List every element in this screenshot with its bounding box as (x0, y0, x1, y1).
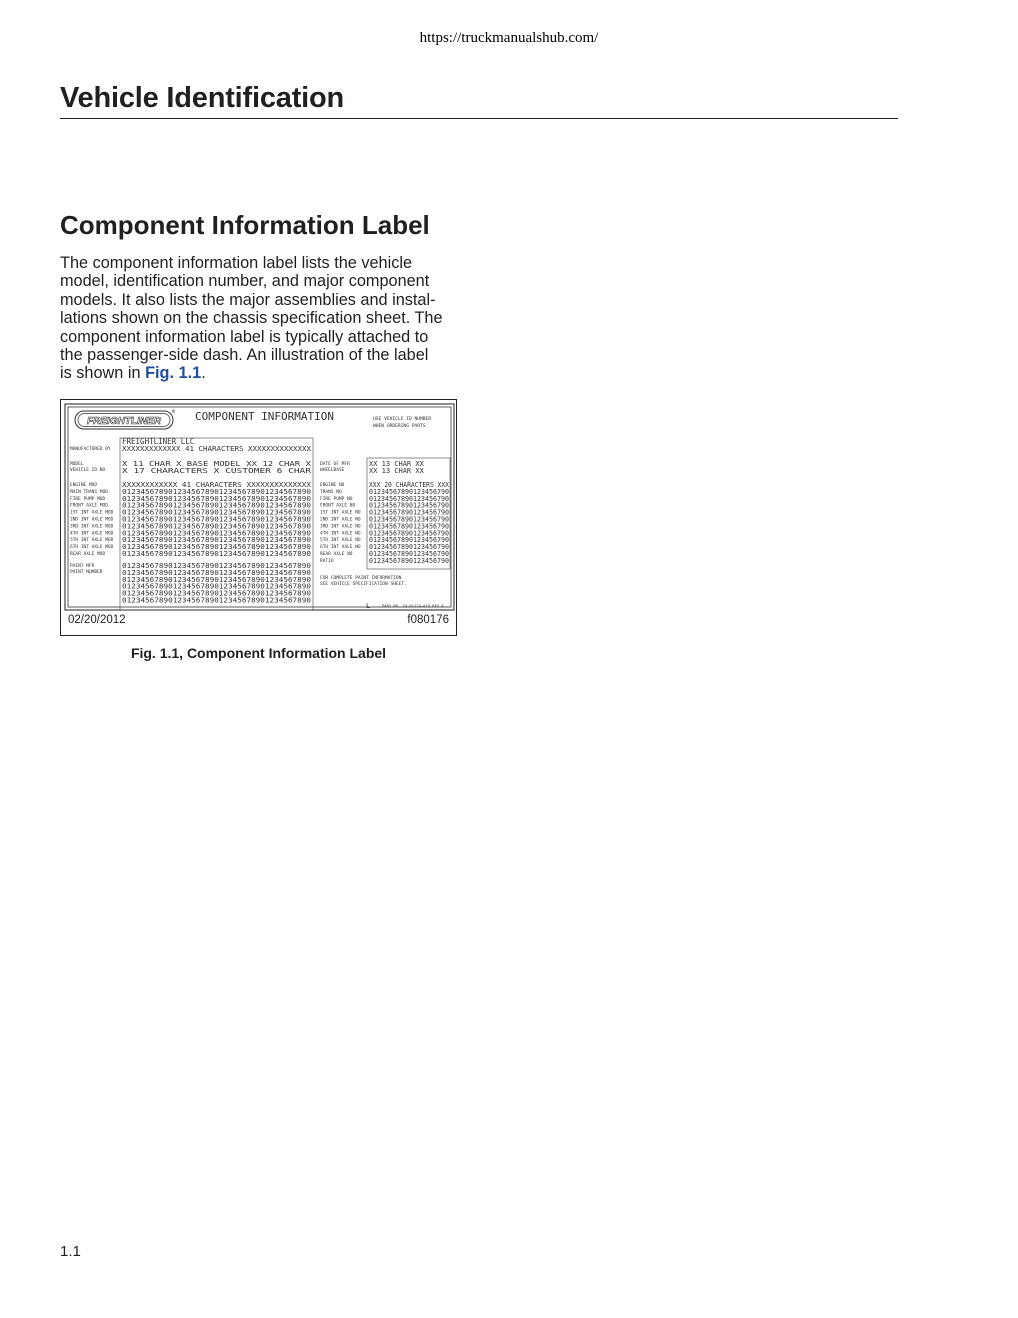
left-row-value: 01234567890123456789012345678901234567890 (122, 515, 311, 524)
registered-mark: ® (172, 409, 176, 415)
right-row-value: 01234567890123456790 (369, 556, 449, 565)
right-row-value: 01234567890123456790 (369, 550, 449, 558)
label-note-line-1: USE VEHICLE ID NUMBER (373, 417, 432, 422)
left-row-value: 01234567890123456789012345678901234567890 (122, 501, 311, 510)
date-of-mfr-label: DATE OF MFR (320, 462, 350, 467)
chapter-header (60, 82, 898, 119)
right-row-label: 2ND INT AXLE NO (320, 517, 361, 523)
right-row-label: 5TH INT AXLE NO (320, 538, 361, 544)
paint-row-value: 01234567890123456789012345678901234567890 (122, 582, 311, 591)
right-row-value: 01234567890123456790 (369, 501, 449, 510)
paragraph-line: models. It also lists the major assemblies and instal- (60, 290, 436, 309)
right-row-value: 01234567890123456790 (369, 543, 449, 552)
right-row-label: RATIO (320, 558, 334, 564)
model-label: MODEL (70, 462, 84, 467)
paragraph-text: is shown in (60, 364, 146, 383)
left-row-label: FIRE PUMP MOD (70, 496, 106, 502)
part-number: PART NO. 24-01174-010 REV A (382, 603, 444, 608)
left-row-label: 6TH INT AXLE MOD (70, 545, 114, 551)
right-row-label: 1ST INT AXLE NO (320, 510, 361, 516)
source-url: https://truckmanualshub.com/ (419, 30, 599, 46)
paragraph-line (60, 364, 460, 382)
paragraph-line: model, identification number, and major component (60, 272, 430, 291)
left-row-value: 01234567890123456789012345678901234567890 (122, 508, 311, 517)
paragraph-end: . (201, 364, 206, 383)
left-row-label: FRONT AXLE MOD (70, 503, 108, 509)
paint-row-value: 01234567890123456789012345678901234567890 (122, 568, 311, 577)
right-row-label: TRANS NO (320, 489, 342, 495)
freightliner-logo (75, 411, 173, 429)
paragraph-line: component information label is typically attached to (60, 327, 429, 346)
right-row-label: FRONT AXLE NO (320, 503, 356, 509)
component-label-illustration (61, 400, 458, 637)
left-row-label: ENGINE MOD (70, 483, 98, 488)
paint-row-value: 01234567890123456789012345678901234567890 (122, 575, 311, 584)
manufactured-by-label: MANUFACTURED BY (70, 447, 111, 452)
left-row-value: 01234567890123456789012345678901234567890 (122, 487, 311, 496)
right-row-value: 01234567890123456790 (369, 515, 449, 524)
left-row-label: 4TH INT AXLE MOD (70, 531, 114, 537)
manufacturer-code: XXXXXXXXXXXXX 41 CHARACTERS XXXXXXXXXXXXXX (122, 445, 312, 453)
body-paragraph (60, 254, 460, 383)
chapter-title: Vehicle Identification (60, 82, 345, 114)
left-row-value: 01234567890123456789012345678901234567890 (122, 522, 311, 531)
right-row-value: 01234567890123456790 (369, 522, 449, 531)
paint-rows (122, 562, 311, 605)
right-row-label: 6TH INT AXLE NO (320, 545, 361, 551)
right-row-value: XXX 20 CHARACTERS XXX (369, 481, 450, 489)
vehicle-id-value: X 17 CHARACTERS X CUSTOMER 6 CHAR (122, 467, 313, 475)
model-value: X 11 CHAR X BASE MODEL XX 12 CHAR X (122, 460, 312, 468)
paragraph-line: lations shown on the chassis specification sheet. The (60, 309, 443, 328)
left-row-value: 01234567890123456789012345678901234567890 (122, 494, 311, 503)
right-component-rows (320, 481, 450, 565)
figure-id: f080176 (407, 614, 449, 626)
left-row-value: 01234567890123456789012345678901234567890 (122, 536, 311, 545)
left-row-value: 01234567890123456789012345678901234567890 (122, 543, 311, 552)
left-row-label: 2ND INT AXLE MOD (70, 517, 114, 523)
date-of-mfr-value: XX 13 CHAR XX (369, 460, 424, 468)
wheelbase-label: WHEELBASE (320, 468, 345, 473)
paint-mfr-label: PAINT MFR (70, 564, 95, 569)
left-row-label: 5TH INT AXLE MOD (70, 538, 114, 544)
paint-note-line-1: FOR COMPLETE PAINT INFORMATION (320, 576, 402, 581)
figure-date: 02/20/2012 (68, 614, 126, 626)
left-row-label: 3RD INT AXLE MOD (70, 524, 114, 530)
left-row-label: MAIN TRANS MOD (70, 489, 108, 495)
figure-frame (60, 399, 457, 636)
manufacturer-name: FREIGHTLINER LLC (122, 437, 195, 446)
paragraph-line: the passenger-side dash. An illustration of the label (60, 346, 429, 365)
left-row-label: 1ST INT AXLE MOD (70, 510, 114, 516)
left-row-label: REAR AXLE MOD (70, 552, 106, 557)
right-row-value: 01234567890123456790 (369, 529, 449, 538)
vehicle-id-label: VEHICLE ID NO (70, 468, 106, 473)
right-row-value: 01234567890123456790 (369, 487, 449, 496)
right-row-value: 01234567890123456790 (369, 536, 449, 545)
right-row-value: 01234567890123456790 (369, 494, 449, 503)
logo-text: FREIGHTLINER (87, 416, 161, 427)
figure-caption: Fig. 1.1, Component Information Label (130, 645, 387, 661)
section-title: Component Information Label (60, 210, 430, 240)
paragraph-line: The component information label lists the vehicle (60, 254, 413, 272)
paint-note-line-2: SEE VEHICLE SPECIFICATION SHEET. (320, 582, 407, 587)
left-row-value: 01234567890123456789012345678901234567890 (122, 529, 311, 538)
paint-row-value: 01234567890123456789012345678901234567890 (122, 562, 311, 570)
left-component-rows (70, 481, 312, 558)
right-row-value: 01234567890123456790 (369, 508, 449, 517)
page-number: 1.1 (60, 1243, 81, 1260)
left-row-value: 01234567890123456789012345678901234567890 (122, 550, 311, 558)
label-title: COMPONENT INFORMATION (195, 410, 334, 423)
right-row-label: FIRE PUMP NO (320, 496, 353, 502)
left-row-value: XXXXXXXXXXXX 41 CHARACTERS XXXXXXXXXXXXXX (122, 481, 312, 489)
paint-row-value: 01234567890123456789012345678901234567890 (122, 596, 311, 605)
right-row-label: REAR AXLE NO (320, 552, 353, 557)
right-row-label: 4TH INT AXLE NO (320, 531, 361, 537)
corner-mark: L (366, 602, 371, 610)
paint-number-label: PAINT NUMBER (70, 570, 103, 575)
figure-reference-link[interactable]: Fig. 1.1 (145, 364, 202, 383)
wheelbase-value: XX 13 CHAR XX (369, 467, 424, 475)
right-row-label: 3RD INT AXLE NO (320, 524, 361, 530)
label-note-line-2: WHEN ORDERING PARTS. (373, 424, 429, 429)
right-row-label: ENGINE NO (320, 483, 345, 488)
paint-row-value: 01234567890123456789012345678901234567890 (122, 589, 311, 598)
